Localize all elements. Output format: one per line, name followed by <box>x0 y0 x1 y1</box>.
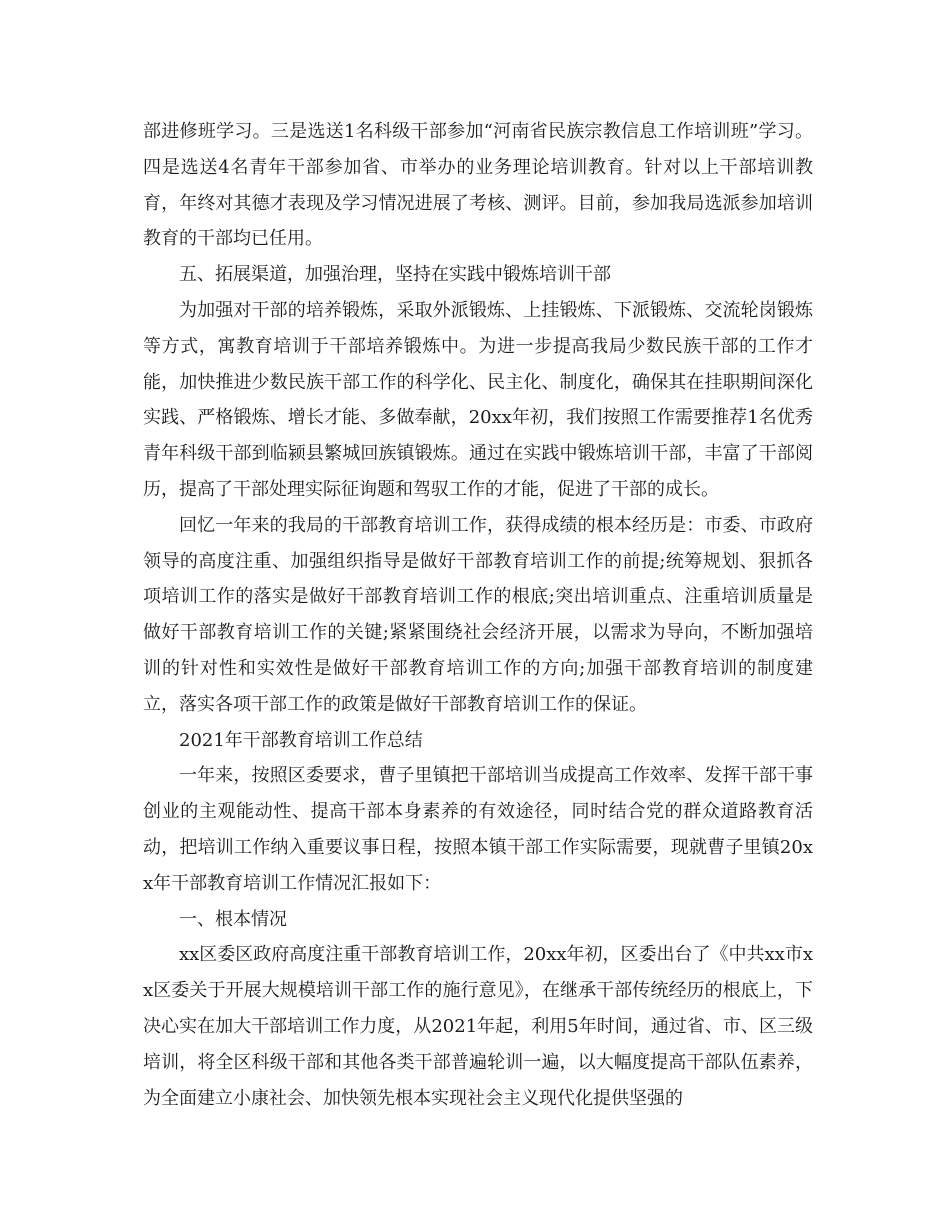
paragraph-5: xx区委区政府高度注重干部教育培训工作，20xx年初，区委出台了《中共xx市xx区委关于开展大规模培训干部工作的施行意见》，在继承干部传统经历的根底上，下决心实在加大干部培训工作力度，从2021年起，利用5年时间，通过省、市、区三级培训，将全区科级干部和其他各类干部普遍轮训一遍，以大幅度提高干部队伍素养，为全面建立小康社会、加快领先根本实现社会主义现代化提供坚强的 <box>143 944 813 1109</box>
section-heading-1: 一、根本情况 <box>179 908 287 930</box>
document-title: 2021年干部教育培训工作总结 <box>179 729 423 751</box>
document-body <box>143 114 813 1116</box>
paragraph-4: 一年来，按照区委要求，曹子里镇把干部培训当成提高工作效率、发挥干部干事创业的主观能动性、提高干部本身素养的有效途径，同时结合党的群众道路教育活动，把培训工作纳入重要议事日程，按照本镇干部工作实际需要，现就曹子里镇20xx年干部教育培训工作情况汇报如下： <box>143 765 813 894</box>
paragraph-3: 回忆一年来的我局的干部教育培训工作，获得成绩的根本经历是：市委、市政府领导的高度注重、加强组织指导是做好干部教育培训工作的前提;统筹规划、狠抓各项培训工作的落实是做好干部教育培训工作的根底;突出培训重点、注重培训质量是做好干部教育培训工作的关键;紧紧围绕社会经济开展，以需求为导向，不断加强培训的针对性和实效性是做好干部教育培训工作的方向;加强干部教育培训的制度建立，落实各项干部工作的政策是做好干部教育培训工作的保证。 <box>143 514 813 715</box>
paragraph-1: 部进修班学习。三是选送1名科级干部参加“河南省民族宗教信息工作培训班”学习。四是选送4名青年干部参加省、市举办的业务理论培训教育。针对以上干部培训教育，年终对其德才表现及学习情况进展了考核、测评。目前，参加我局选派参加培训教育的干部均已任用。 <box>143 121 813 250</box>
section-heading-5: 五、拓展渠道，加强治理，坚持在实践中锻炼培训干部 <box>179 264 611 286</box>
paragraph-2: 为加强对干部的培养锻炼，采取外派锻炼、上挂锻炼、下派锻炼、交流轮岗锻炼等方式，寓教育培训于干部培养锻炼中。为进一步提高我局少数民族干部的工作才能，加快推进少数民族干部工作的科学化、民主化、制度化，确保其在挂职期间深化实践、严格锻炼、增长才能、多做奉献，20xx年初，我们按照工作需要推荐1名优秀青年科级干部到临颍县繁城回族镇锻炼。通过在实践中锻炼培训干部，丰富了干部阅历，提高了干部处理实际征询题和驾驭工作的才能，促进了干部的成长。 <box>143 299 813 500</box>
